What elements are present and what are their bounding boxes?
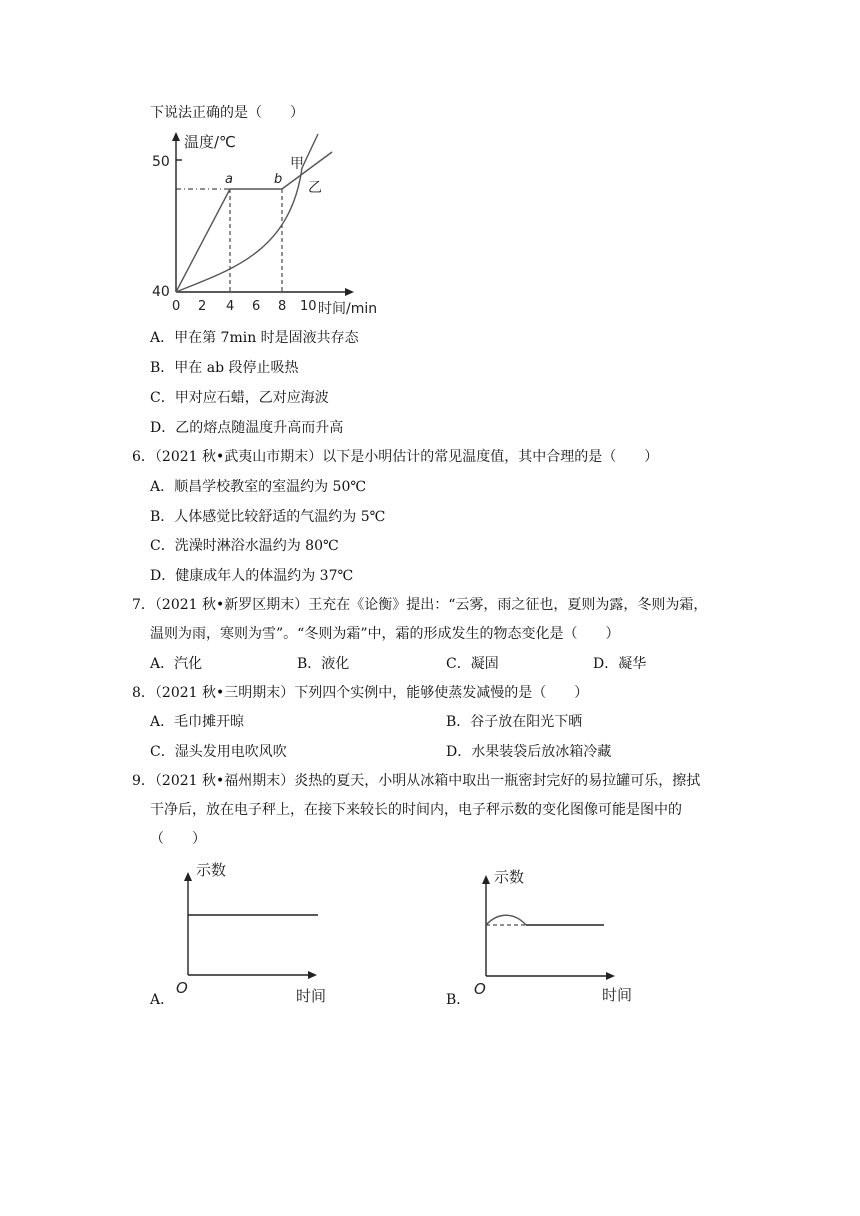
q5-option-b: B．甲在 ab 段停止吸热 <box>150 360 299 376</box>
q7-number: 7． <box>132 597 155 613</box>
q5-y-label: 温度/℃ <box>184 133 236 151</box>
q8-option-c: C．湿头发用电吹风吹 <box>150 744 287 760</box>
q8-stem-text: 下列四个实例中，能够使蒸发减慢的是（ ） <box>294 685 589 701</box>
q7-option-b: B．液化 <box>297 656 350 672</box>
q5-point-a: a <box>225 172 233 187</box>
q9a-y-label: 示数 <box>196 861 227 879</box>
q7-stem-text1: 王充在《论衡》提出：“云雾，雨之征也，夏则为露，冬则为霜， <box>308 597 708 613</box>
q9-stem-line2: 干净后，放在电子秤上，在接下来较长的时间内，电子秤示数的变化图像可能是图中的 <box>150 802 682 818</box>
q5-x-label: 时间/min <box>318 301 378 317</box>
q6-stem-text: 以下是小明估计的常见温度值，其中合理的是（ ） <box>322 449 659 465</box>
q9-option-b-label: B． <box>446 992 471 1008</box>
q9-stem-text1: 炎热的夏天，小明从冰箱中取出一瓶密封完好的易拉罐可乐，擦拭 <box>294 773 701 789</box>
q5-point-b: b <box>274 172 283 187</box>
q6-option-a: A．顺昌学校教室的室温约为 50℃ <box>150 479 367 495</box>
q5-curve-yi-label: 乙 <box>308 180 322 196</box>
q6-number: 6． <box>132 449 155 465</box>
q9-graph-a <box>168 855 348 1010</box>
q6-source: （2021 秋•武夷山市期末） <box>154 449 323 465</box>
q5-x-tick-10: 10 <box>300 299 317 314</box>
q7-option-d: D．凝华 <box>593 656 647 672</box>
q5-curve-jia <box>176 152 332 292</box>
q5-option-a: A．甲在第 7min 时是固液共存态 <box>150 330 359 346</box>
q5-x-tick-0: 0 <box>172 299 181 314</box>
q5-temperature-graph <box>140 128 400 323</box>
q9b-x-label: 时间 <box>602 986 633 1004</box>
q6-option-b: B．人体感觉比较舒适的气温约为 5℃ <box>150 509 386 525</box>
q5-x-arrow <box>345 288 354 296</box>
q9a-x-label: 时间 <box>296 987 327 1005</box>
q5-x-tick-6: 6 <box>252 299 261 314</box>
q9b-x-arrow <box>606 972 615 980</box>
q8-option-d: D．水果装袋后放冰箱冷藏 <box>446 744 612 760</box>
q8-stem <box>132 683 588 703</box>
q9a-x-arrow <box>308 971 317 979</box>
q5-y-tick-label-40: 40 <box>152 284 170 300</box>
q5-stem-tail: 下说法正确的是（ ） <box>150 105 304 121</box>
q9-graph-b <box>466 862 646 1010</box>
q9-stem-line1 <box>132 771 700 791</box>
q9a-y-arrow <box>184 872 192 881</box>
q9b-origin: O <box>474 980 486 998</box>
q5-y-tick-label-50: 50 <box>152 154 170 170</box>
q5-x-tick-2: 2 <box>198 299 207 314</box>
q9-option-a-label: A． <box>150 992 175 1008</box>
q8-number: 8． <box>132 685 155 701</box>
q5-curve-jia-label: 甲 <box>290 156 304 172</box>
q6-stem <box>132 447 658 467</box>
q7-option-a: A．汽化 <box>150 656 203 672</box>
q7-stem-line2: 温则为雨，寒则为雪”。“冬则为霜”中，霜的形成发生的物态变化是（ ） <box>150 626 620 642</box>
q9-number: 9． <box>132 773 155 789</box>
q9b-bump-curve <box>486 915 526 925</box>
q8-option-a: A．毛巾摊开晾 <box>150 714 245 730</box>
q5-option-d: D．乙的熔点随温度升高而升高 <box>150 420 344 436</box>
q9-source: （2021 秋•福州期末） <box>154 773 295 789</box>
q7-option-c: C．凝固 <box>446 656 499 672</box>
q5-x-tick-8: 8 <box>278 299 287 314</box>
q9-stem-line3: （ ） <box>150 831 206 847</box>
q9b-y-label: 示数 <box>494 868 525 886</box>
q6-option-c: C．洗澡时淋浴水温约为 80℃ <box>150 538 339 554</box>
q6-option-d: D．健康成年人的体温约为 37℃ <box>150 568 354 584</box>
q9b-y-arrow <box>482 875 490 884</box>
q5-option-c: C．甲对应石蜡，乙对应海波 <box>150 390 329 406</box>
q7-source: （2021 秋•新罗区期末） <box>154 597 309 613</box>
q8-source: （2021 秋•三明期末） <box>154 685 295 701</box>
q8-option-b: B．谷子放在阳光下晒 <box>446 714 583 730</box>
q5-x-tick-4: 4 <box>226 299 235 314</box>
q9a-origin: O <box>176 979 188 997</box>
q7-stem-line1 <box>132 595 707 615</box>
q5-y-arrow <box>172 132 180 141</box>
